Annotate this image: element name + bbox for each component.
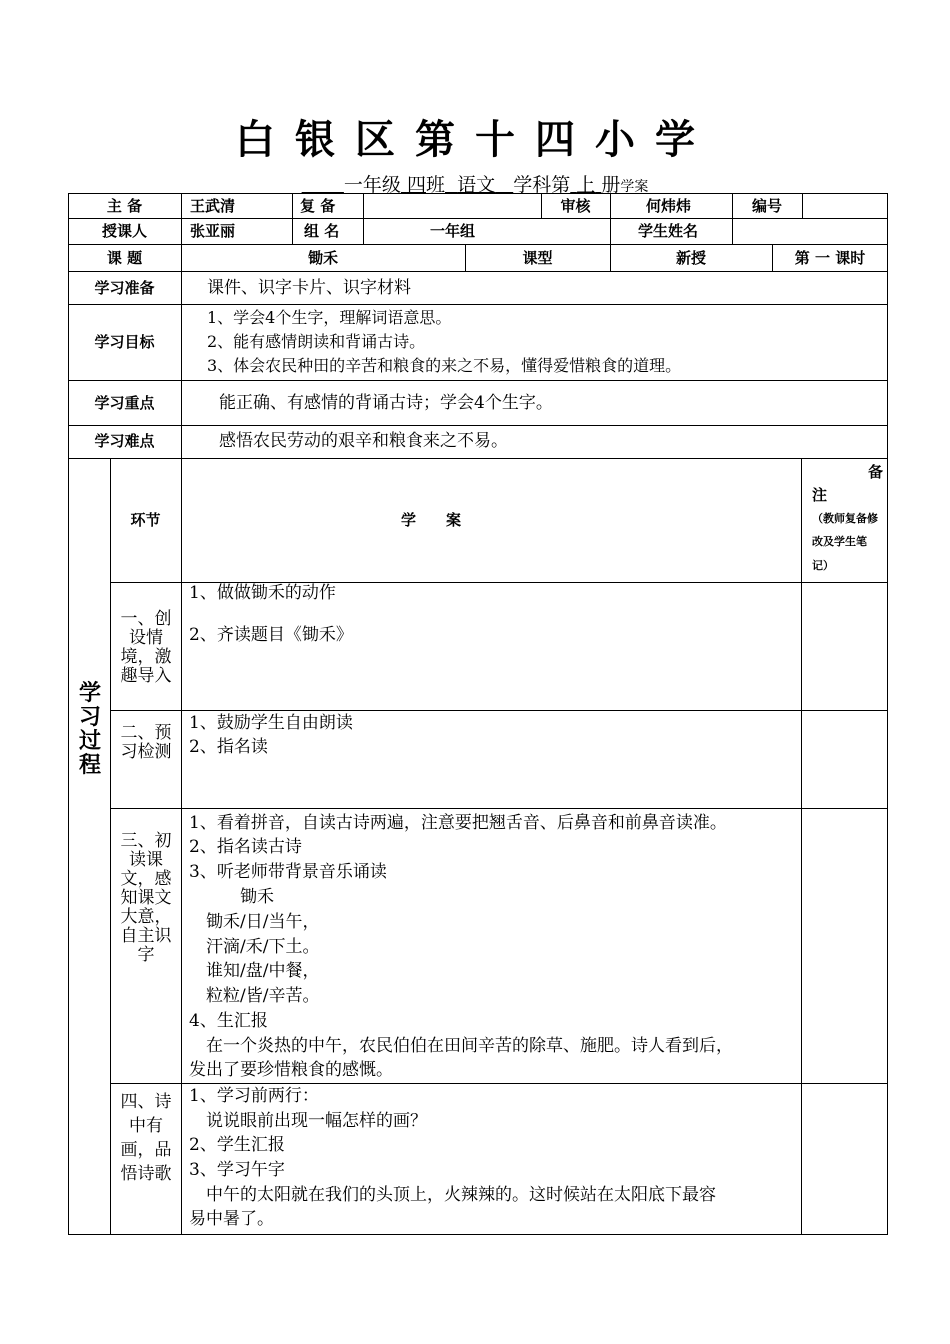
difficulty-text: 感悟农民劳动的艰辛和粮食来之不易。: [219, 431, 508, 451]
col-bei: 备: [868, 463, 884, 481]
zuming-label: 组 名: [304, 222, 340, 240]
col-xuean: 学 案: [400, 511, 461, 529]
section-line: 中午的太阳就在我们的头顶上，火辣辣的。这时候站在太阳底下最容: [189, 1185, 716, 1205]
focus-text: 能正确、有感情的背诵古诗；学会4个生字。: [219, 393, 553, 413]
col-zhu: 注: [812, 486, 828, 504]
grade: 一年级: [343, 174, 401, 196]
row-divider: [68, 425, 888, 426]
poem-line: 粒粒/皆/辛苦。: [189, 986, 320, 1006]
school-title: 白银区第十四小学: [235, 116, 715, 163]
row-divider: [68, 271, 888, 272]
prep-text: 课件、识字卡片、识字材料: [207, 278, 411, 298]
shoukeren-label: 授课人: [101, 222, 147, 240]
shenhe-value: 何炜炜: [646, 197, 692, 215]
section-line: 发出了要珍惜粮食的感慨。: [189, 1060, 393, 1080]
section-line: 2、指名读古诗: [189, 837, 302, 857]
step-label: 四、诗中有画，品悟诗歌: [120, 1092, 172, 1184]
prep-label: 学习准备: [94, 279, 155, 297]
step-label: 二、预习检测: [120, 723, 172, 762]
row-divider: [68, 244, 888, 245]
goal-item: 2、能有感情朗读和背诵古诗。: [207, 332, 426, 351]
row-divider: [110, 808, 888, 809]
focus-label: 学习重点: [94, 394, 155, 412]
section-line: 1、鼓励学生自由朗读: [189, 713, 353, 733]
section-line: 1、做做锄禾的动作: [189, 583, 336, 603]
shenhe-label: 审核: [560, 197, 591, 215]
zhubei-label: 主 备: [106, 197, 143, 215]
section-line: 说说眼前出现一幅怎样的画？: [189, 1111, 427, 1131]
keti-value: 锄禾: [307, 249, 338, 267]
subject: 语文: [457, 174, 496, 196]
goals-label: 学习目标: [94, 333, 155, 351]
fubei-label: 复 备: [300, 197, 336, 215]
row-divider: [68, 380, 888, 381]
volume: 上: [576, 174, 596, 196]
class-number: 四: [406, 174, 426, 196]
col-note: 改及学生笔: [812, 535, 867, 548]
kexing-value: 新授: [675, 249, 706, 267]
xsxm-label: 学生姓名: [638, 222, 699, 240]
goal-item: 1、学会4个生字，理解词语意思。: [207, 308, 452, 327]
keshi-value: 第 一 课时: [794, 249, 866, 267]
section-line: 3、学习午字: [189, 1160, 285, 1180]
step-label: 一、创设情境，激趣导入: [120, 609, 172, 686]
section-line: 2、齐读题目《锄禾》: [189, 625, 353, 645]
row-divider: [68, 304, 888, 305]
zuming-value: 一年组: [430, 222, 476, 240]
section-line: 1、看着拼音，自读古诗两遍，注意要把翘舌音、后鼻音和前鼻音读准。: [189, 813, 727, 833]
process-label: 学习过程: [78, 681, 101, 778]
section-line: 在一个炎热的中午，农民伯伯在田间辛苦的除草、施肥。诗人看到后，: [189, 1036, 733, 1056]
goal-item: 3、体会农民种田的辛苦和粮食的来之不易，懂得爱惜粮食的道理。: [207, 356, 682, 375]
poem-line: 谁知/盘/中餐，: [189, 961, 320, 981]
poem-line: 汗滴/禾/下土。: [189, 937, 320, 957]
kexing-label: 课型: [522, 249, 553, 267]
section-line: 2、学生汇报: [189, 1135, 285, 1155]
shoukeren-value: 张亚丽: [190, 222, 236, 240]
section-line: 4、生汇报: [189, 1011, 268, 1031]
step-label: 三、初读课文，感知课文大意，自主识字: [120, 831, 172, 965]
keti-label: 课 题: [106, 249, 143, 267]
poem-title: 锄禾: [189, 887, 274, 907]
col-note: （教师复备修: [812, 512, 878, 525]
section-line: 2、指名读: [189, 737, 268, 757]
difficulty-label: 学习难点: [94, 432, 155, 450]
poem-line: 锄禾/日/当午，: [189, 912, 320, 932]
zhubei-value: 王武清: [190, 197, 236, 215]
col-huanjie: 环节: [130, 511, 161, 529]
section-line: 1、学习前两行：: [189, 1086, 319, 1106]
bianhao-label: 编号: [751, 197, 782, 215]
lesson-subtitle: 一年级 四班 语文 学科第 上 册学案: [343, 174, 649, 196]
section-line: 易中暑了。: [189, 1209, 274, 1229]
col-note: 记）: [812, 559, 834, 572]
row-divider: [68, 458, 888, 459]
section-line: 3、听老师带背景音乐诵读: [189, 862, 387, 882]
